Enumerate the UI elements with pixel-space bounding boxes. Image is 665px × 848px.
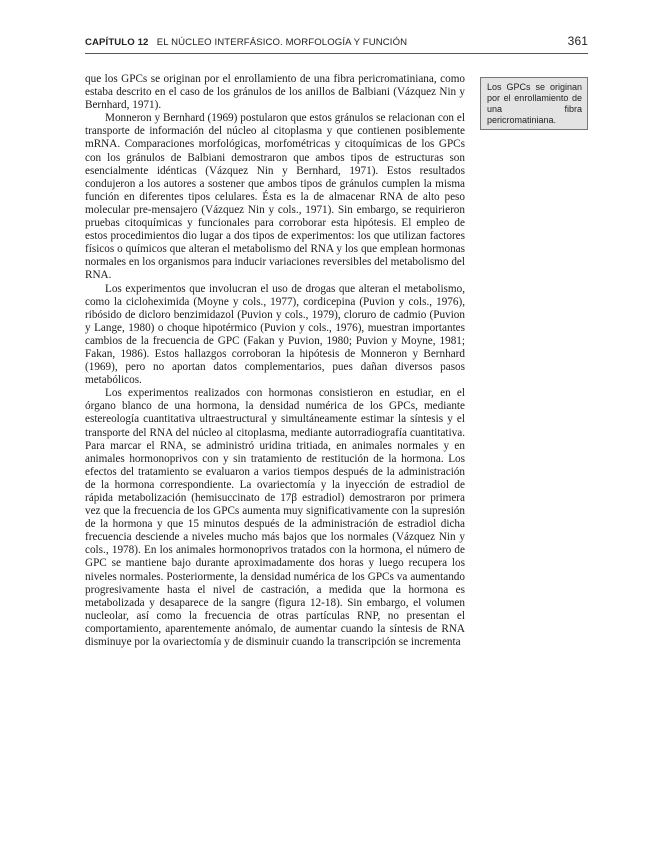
body-text (85, 73, 465, 649)
margin-note-text: Los GPCs se originan por el enrollamiento de una fibra pericromatiniana. (487, 82, 582, 125)
chapter-label: CAPÍTULO 12 (85, 37, 149, 48)
paragraph: Los experimentos que involucran el uso de drogas que alteran el metabolismo, como la cicloheximida (Moyne y cols., 1977), cordicepina (Puvion y cols., 1976), ribósido de dicloro benzimidazol (Puvion y cols., 1979), cloruro de cadmio (Puvion y Lange, 1980) o choque hipotérmico (Puvion y cols., 1976), muestran importantes cambios de la frecuencia de GPC (Fakan y Puvion, 1980; Puvion y Moyne, 1981; Fakan, 1986). Estos hallazgos corroboran la hipótesis de Monneron y Bernhard (1969), pero no aportan datos complementarios, pues dañan diversos pasos metabólicos. (85, 282, 465, 387)
running-header (85, 34, 588, 54)
page-number: 361 (567, 34, 588, 48)
paragraph: Monneron y Bernhard (1969) postularon que estos gránulos se relacionan con el transporte de información del núcleo al citoplasma y que contienen posiblemente mRNA. Comparaciones morfológicas, morfométricas y citoquímicas de los GPCs con los gránulos de Balbiani demostraron que ambos tipos de estructuras son esencialmente idénticas (Vázquez Nin y Bernhard, 1971). Estos resultados condujeron a los autores a sostener que ambos tipos de gránulos cumplen la misma función en diferentes tipos celulares. Ésta es la de almacenar RNA de alto peso molecular pre-mensajero (Vázquez Nin y cols., 1971). Sin embargo, se requirieron pruebas citoquímicas y funcionales para corroborar esta hipótesis. El empleo de estos procedimientos dio lugar a dos tipos de experimentos: los que utilizan factores físicos o químicos que alteran el metabolismo del RNA y los que emplean hormonas normales en los organismos para inducir variaciones reversibles del metabolismo del RNA. (85, 112, 465, 282)
paragraph: que los GPCs se originan por el enrollamiento de una fibra pericromatiniana, como estaba descrito en el caso de los gránulos de los anillos de Balbiani (Vázquez Nin y Bernhard, 1971). (85, 73, 465, 112)
margin-note (480, 77, 588, 130)
paragraph: Los experimentos realizados con hormonas consistieron en estudiar, en el órgano blanco de una hormona, la densidad numérica de los GPCs, mediante estereología cuantitativa ultraestructural y simultáneamente estimar la síntesis y el transporte del RNA del núcleo al citoplasma, mediante autorradiografía cuantitativa. Para marcar el RNA, se administró uridina tritiada, en animales normales y en animales hormonoprivos con y sin tratamiento de restitución de la hormona. Los efectos del tratamiento se evaluaron a varios tiempos después de la administración de la hormona correspondiente. La ovariectomía y la inyección de estradiol de rápida metabolización (hemisuccinato de 17β estradiol) demostraron por primera vez que la frecuencia de los GPCs aumenta muy significativamente con la supresión de la hormona y que 15 minutos después de la administración de estradiol dicha frecuencia desciende a niveles mucho más bajos que los normales (Vázquez Nin y cols., 1978). En los animales hormonoprivos tratados con la hormona, el número de GPC se mantiene bajo durante aproximadamente dos horas y luego recupera los niveles normales. Posteriormente, la densidad numérica de los GPCs va aumentando progresivamente hasta el nivel de castración, a medida que la hormona es metabolizada y desaparece de la sangre (figura 12-18). Sin embargo, el volumen nucleolar, así como la frecuencia de otras partículas RNP, no presentan el comportamiento, aparentemente anómalo, de aumentar cuando la síntesis de RNA disminuye por la ovariectomía y de disminuir cuando la transcripción se incrementa (85, 387, 465, 649)
chapter-title: EL NÚCLEO INTERFÁSICO. MORFOLOGÍA Y FUNCIÓN (156, 37, 408, 48)
